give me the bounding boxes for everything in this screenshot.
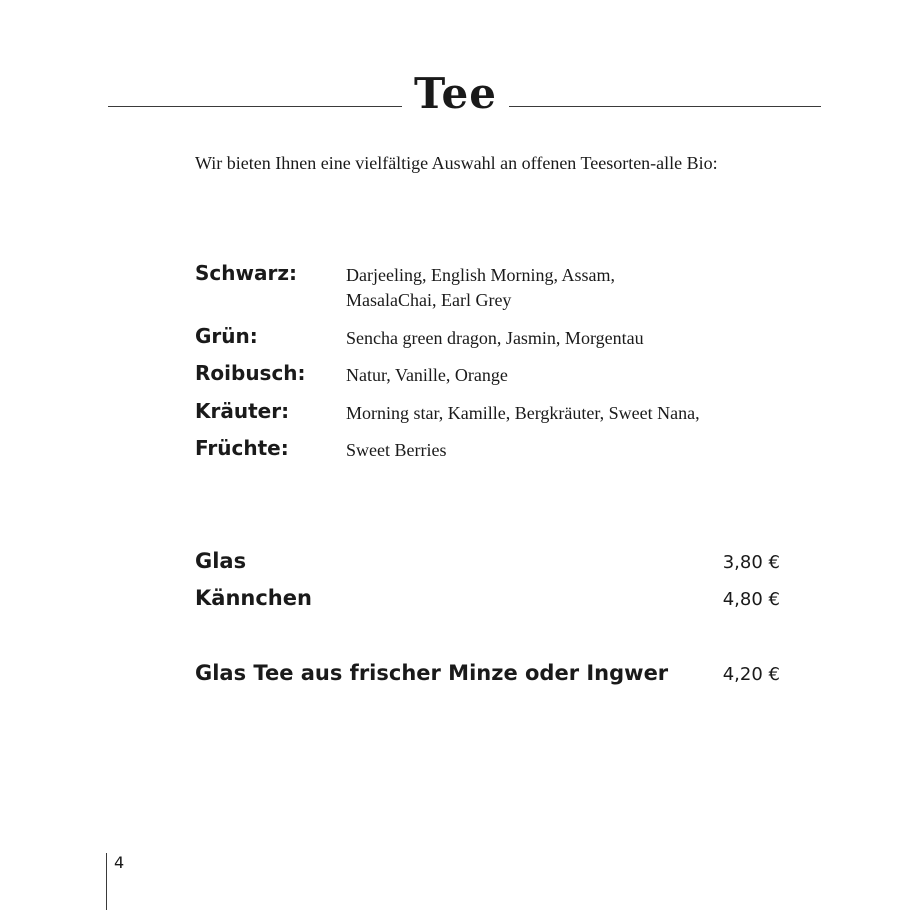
title-row — [108, 66, 821, 126]
tea-type-sorts-schwarz — [346, 263, 615, 313]
title-rule-left — [108, 106, 402, 107]
intro-text: Wir bieten Ihnen eine vielfältige Auswahl an offenen Teesorten-alle Bio: — [195, 153, 718, 173]
tea-type-label-schwarz: Schwarz: — [195, 261, 297, 285]
price-label-kaennchen: Kännchen — [195, 586, 312, 610]
tea-type-sorts-fruechte: Sweet Berries — [346, 440, 447, 460]
page-margin-rule — [106, 853, 107, 910]
tea-type-label-kraeuter: Kräuter: — [195, 399, 290, 423]
tea-type-label-fruechte: Früchte: — [195, 436, 289, 460]
tea-sorts-line: Darjeeling, English Morning, Assam, — [346, 265, 615, 285]
price-label-glas: Glas — [195, 549, 247, 573]
tea-type-sorts-roibusch: Natur, Vanille, Orange — [346, 365, 508, 385]
tea-type-label-gruen: Grün: — [195, 324, 258, 348]
tea-type-sorts-gruen: Sencha green dragon, Jasmin, Morgentau — [346, 328, 644, 348]
page-number: 4 — [114, 853, 125, 872]
title-rule-right — [509, 106, 821, 107]
page-title: Tee — [414, 69, 497, 118]
price-value-minze-ingwer: 4,20 € — [722, 664, 780, 685]
tea-type-sorts-kraeuter: Morning star, Kamille, Bergkräuter, Sweet Nana, — [346, 403, 700, 423]
price-label-minze-ingwer: Glas Tee aus frischer Minze oder Ingwer — [195, 661, 669, 685]
tea-sorts-line: MasalaChai, Earl Grey — [346, 290, 512, 310]
price-value-glas: 3,80 € — [722, 552, 780, 573]
tea-type-label-roibusch: Roibusch: — [195, 361, 306, 385]
price-value-kaennchen: 4,80 € — [722, 589, 780, 610]
